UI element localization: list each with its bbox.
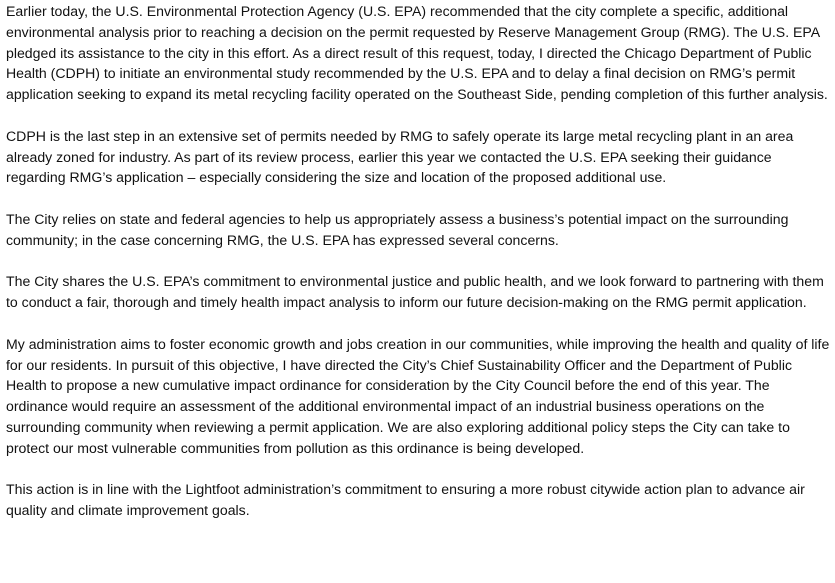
paragraph-action-plan: This action is in line with the Lightfoot administration’s commitment to ensuring a more robust citywide action plan to advance air quality and climate improvement goals. xyxy=(6,481,805,519)
paragraph-epa-recommendation: Earlier today, the U.S. Environmental Protection Agency (U.S. EPA) recommended that the city complete a specific, additional environmental analysis prior to reaching a decision on the permit requested by Reserve Management Group (RMG). The U.S. EPA pledged its assistance to the city in this effort. As a direct result of this request, today, I directed the Chicago Department of Public Health (CDPH) to initiate an environmental study recommended by the U.S. EPA and to delay a final decision on RMG’s permit application seeking to expand its metal recycling facility operated on the Southeast Side, pending completion of this further analysis. xyxy=(6,3,828,103)
statement-document xyxy=(6,1,832,521)
paragraph-cumulative-impact-ordinance: My administration aims to foster economic growth and jobs creation in our communities, while improving the health and quality of life for our residents. In pursuit of this objective, I have directed the City’s Chief Sustainability Officer and the Department of Public Health to propose a new cumulative impact ordinance for consideration by the City Council before the end of this year. The ordinance would require an assessment of the additional environmental impact of an industrial business operations on the surrounding community when reviewing a permit application. We are also exploring additional policy steps the City can take to protect our most vulnerable communities from pollution as this ordinance is being developed. xyxy=(6,335,830,456)
paragraph-shared-commitment: The City shares the U.S. EPA’s commitment to environmental justice and public health, and we look forward to partnering with them to conduct a fair, thorough and timely health impact analysis to inform our future decision-making on the RMG permit application. xyxy=(6,273,824,311)
paragraph-cdph-permit-step: CDPH is the last step in an extensive set of permits needed by RMG to safely operate its large metal recycling plant in an area already zoned for industry. As part of its review process, earlier this year we contacted the U.S. EPA seeking their guidance regarding RMG’s application – especially considering the size and location of the proposed additional use. xyxy=(6,127,794,186)
paragraph-agency-reliance: The City relies on state and federal agencies to help us appropriately assess a business’s potential impact on the surrounding community; in the case concerning RMG, the U.S. EPA has expressed several concerns. xyxy=(6,210,789,248)
